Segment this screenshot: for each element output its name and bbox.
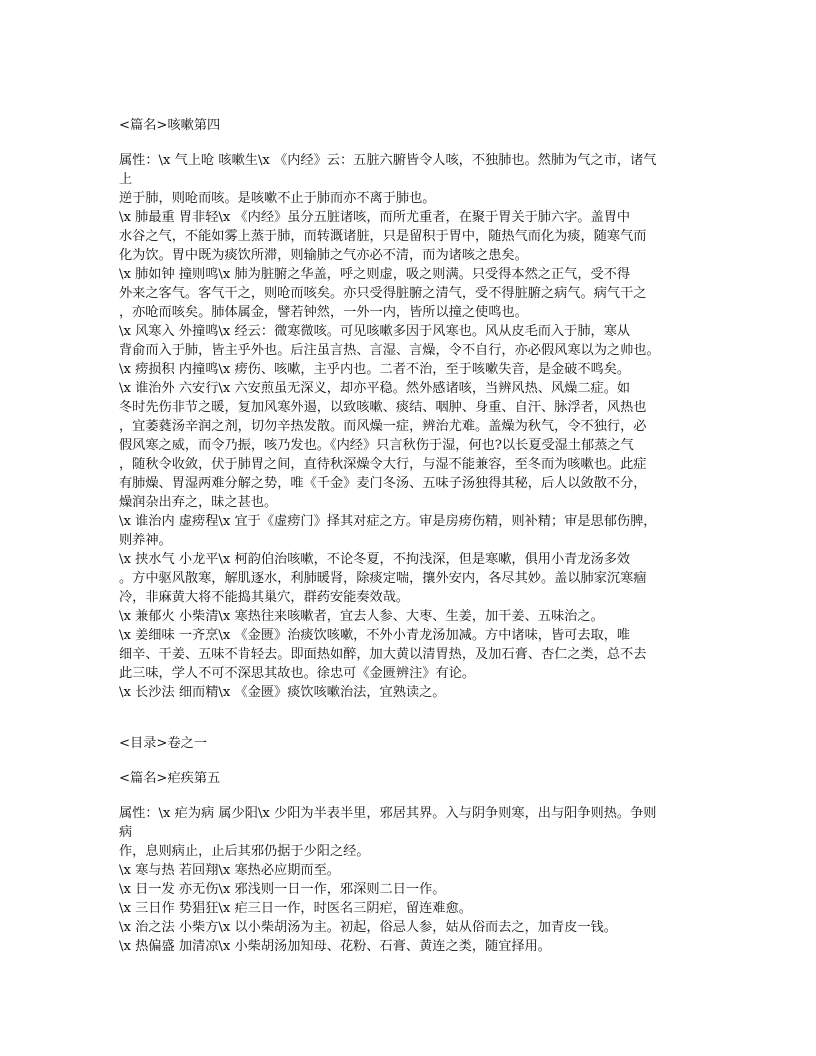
text-line: \x 热偏盛 加清凉\x 小柴胡汤加知母、花粉、石膏、黄连之类，随宜择用。 xyxy=(119,939,551,954)
section-title: <篇名>疟疾第五 xyxy=(119,771,221,786)
text-line: 冷，非麻黄大将不能捣其巢穴，群药安能奏效哉。 xyxy=(119,590,410,605)
text-line: \x 风寒入 外撞鸣\x 经云：微寒微咳。可见咳嗽多因于风寒也。风从皮毛而入于肺，寒从 xyxy=(119,324,631,339)
text-line: 属性：\x 疟为病 属少阳\x 少阳为半表半里，邪居其界。入与阴争则寒，出与阳争则热。争则 xyxy=(119,806,657,821)
text-line: \x 痨损积 内撞鸣\x 痨伤、咳嗽，主乎内也。二者不治，至于咳嗽失音，是金破不鸣矣。 xyxy=(119,362,631,377)
text-line: 上 xyxy=(119,172,133,187)
catalog-heading: <目录>卷之一 xyxy=(119,736,208,751)
text-line: \x 日一发 亦无伤\x 邪浅则一日一作，邪深则二日一作。 xyxy=(119,882,446,897)
text-line: \x 长沙法 细而精\x 《金匮》痰饮咳嗽治法，宜熟读之。 xyxy=(119,685,446,700)
text-line: \x 谁治外 六安行\x 六安煎虽无深义，却亦平稳。然外感诸咳，当辨风热、风燥二症。如 xyxy=(119,381,631,396)
text-line: 背俞而入于肺，皆主乎外也。后注虽言热、言湿、言燥，令不自行，亦必假风寒以为之帅也。 xyxy=(119,343,660,358)
text-line: \x 寒与热 若回翔\x 寒热必应期而至。 xyxy=(119,863,340,878)
text-line: \x 谁治内 虚痨程\x 宜于《虚痨门》择其对症之方。审是房痨伤精，则补精；审是思郁伤脾， xyxy=(119,514,657,529)
text-line: 水谷之气，不能如雾上蒸于肺，而转溉诸脏，只是留积于胃中，随热气而化为痰，随寒气而 xyxy=(119,229,647,244)
text-line: 作，息则病止，止后其邪仍据于少阳之经。 xyxy=(119,844,370,859)
text-line: 则养神。 xyxy=(119,533,172,548)
text-line: \x 肺如钟 撞则鸣\x 肺为脏腑之华盖，呼之则虚，吸之则满。只受得本然之正气，受不得 xyxy=(119,267,631,282)
text-line: ，亦呛而咳矣。肺体属金，譬若钟然，一外一内，皆所以撞之使鸣也。 xyxy=(119,305,528,320)
text-line: 化为饮。胃中既为痰饮所滞，则输肺之气亦必不清，而为诸咳之患矣。 xyxy=(119,248,528,263)
text-line: \x 兼郁火 小柴清\x 寒热往来咳嗽者，宜去人参、大枣、生姜，加干姜、五味治之。 xyxy=(119,609,604,624)
text-line: 病 xyxy=(119,825,133,840)
text-line: 假风寒之威，而令乃振，咳乃发也。《内经》只言秋伤于湿，何也?以长夏受湿土郁蒸之气 xyxy=(119,438,634,453)
text-line: 有肺燥、胃湿两难分解之势，唯《千金》麦门冬汤、五味子汤独得其秘，后人以敛散不分， xyxy=(119,476,647,491)
text-line: ，随秋令收敛，伏于肺胃之间，直待秋深燥令大行，与湿不能兼容，至冬而为咳嗽也。此症 xyxy=(119,457,647,472)
text-line: 细辛、干姜、五味不肯轻去。即面热如醉，加大黄以清胃热，及加石膏、杏仁之类，总不去 xyxy=(119,647,647,662)
text-line: 冬时先伤非节之暖，复加风寒外遏，以致咳嗽、痰结、咽肿、身重、自汗、脉浮者，风热也 xyxy=(119,400,647,415)
text-line: 。方中驱风散寒，解肌逐水，利肺暖肾，除痰定喘，攘外安内，各尽其妙。盖以肺家沉寒痼 xyxy=(119,571,647,586)
text-line: 属性：\x 气上呛 咳嗽生\x 《内经》云：五脏六腑皆令人咳，不独肺也。然肺为气之市，诸气 xyxy=(119,153,657,168)
text-line: \x 挟水气 小龙平\x 柯韵伯治咳嗽，不论冬夏，不拘浅深，但是寒嗽，俱用小青龙汤多效 xyxy=(119,552,631,567)
text-line: \x 三日作 势猖狂\x 疟三日一作，时医名三阴疟，留连难愈。 xyxy=(119,901,472,916)
section-title: <篇名>咳嗽第四 xyxy=(119,118,221,133)
text-line: 逆于肺，则呛而咳。是咳嗽不止于肺而亦不离于肺也。 xyxy=(119,191,436,206)
text-line: \x 治之法 小柴方\x 以小柴胡汤为主。初起，俗忌人参，姑从俗而去之，加青皮一钱。 xyxy=(119,920,617,935)
text-line: \x 肺最重 胃非轻\x 《内经》虽分五脏诸咳，而所尤重者，在聚于胃关于肺六字。盖胃中 xyxy=(119,210,631,225)
text-line: 燥润杂出弃之，昧之甚也。 xyxy=(119,495,278,510)
text-line: 此三味，学人不可不深思其故也。徐忠可《金匮辨注》有论。 xyxy=(119,666,476,681)
text-line: 外来之客气。客气干之，则呛而咳矣。亦只受得脏腑之清气，受不得脏腑之病气。病气干之 xyxy=(119,286,647,301)
text-line: \x 姜细味 一齐烹\x 《金匮》治痰饮咳嗽，不外小青龙汤加减。方中诸味，皆可去取，唯 xyxy=(119,628,631,643)
text-line: ，宜萎蕤汤辛润之剂，切勿辛热发散。而风燥一症，辨治尤难。盖燥为秋气，令不独行，必 xyxy=(119,419,647,434)
